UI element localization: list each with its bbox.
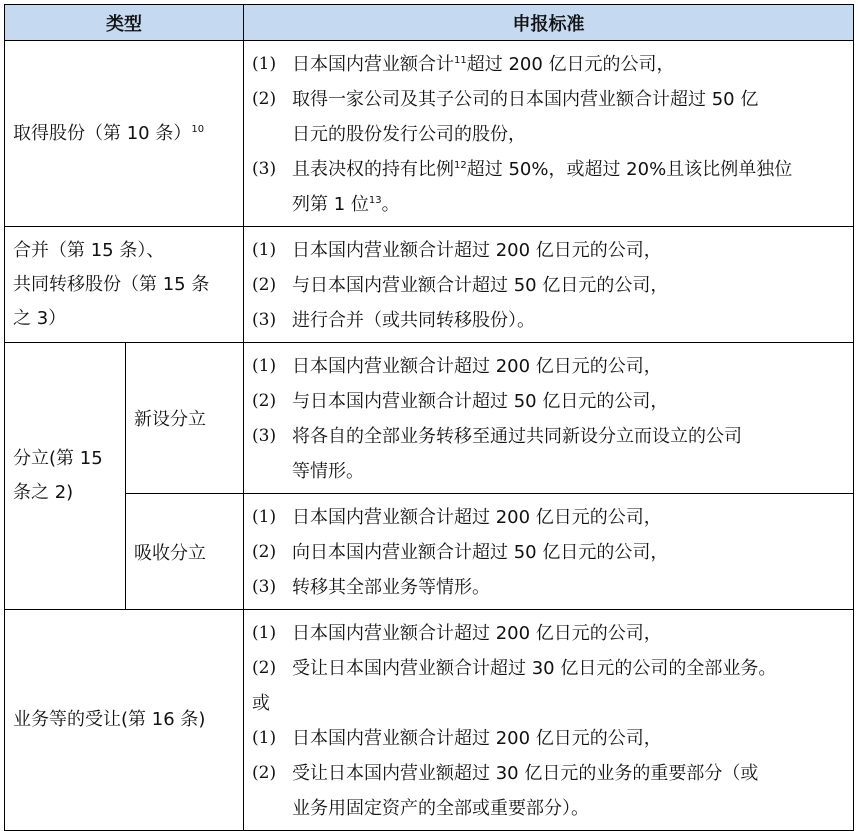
type-label: 条之 2) bbox=[13, 482, 74, 503]
criterion-item bbox=[252, 384, 845, 419]
item-text: 受让日本国内营业额超过 30 亿日元的业务的重要部分（或 bbox=[292, 763, 759, 784]
header-type: 类型 bbox=[5, 5, 244, 41]
criterion-item bbox=[252, 152, 845, 187]
item-number: (2) bbox=[252, 542, 277, 562]
table-header-row bbox=[5, 5, 854, 41]
criterion-item bbox=[252, 756, 845, 791]
item-text: 与日本国内营业额合计超过 50 亿日元的公司， bbox=[292, 275, 669, 296]
item-text: 转移其全部业务等情形。 bbox=[292, 577, 490, 598]
item-number: (3) bbox=[252, 310, 277, 330]
footnote-ref: 13 bbox=[368, 195, 382, 206]
item-number: (2) bbox=[252, 658, 277, 678]
item-text: 日本国内营业额合计超过 200 亿日元的公司， bbox=[292, 507, 662, 528]
type-label: 合并（第 15 条）、 bbox=[13, 239, 165, 261]
item-text: 且表决权的持有比例 bbox=[292, 159, 454, 180]
or-separator: 或 bbox=[252, 693, 270, 714]
type-label: 分立(第 15 bbox=[13, 448, 103, 469]
item-text: 将各自的全部业务转移至通过共同新设分立而设立的公司 bbox=[292, 426, 742, 447]
item-number: (1) bbox=[252, 507, 277, 527]
item-text: 与日本国内营业额合计超过 50 亿日元的公司， bbox=[292, 391, 669, 412]
item-text: 超过 200 亿日元的公司， bbox=[466, 54, 675, 75]
subtype-label: 新设分立 bbox=[126, 343, 244, 494]
item-text: 进行合并（或共同转移股份）。 bbox=[292, 310, 535, 331]
item-text: 。 bbox=[381, 194, 400, 215]
criterion-item bbox=[252, 570, 845, 605]
item-text-continued: 业务用固定资产的全部或重要部分）。 bbox=[292, 798, 589, 819]
table-row bbox=[5, 494, 854, 610]
criteria-cell bbox=[244, 343, 854, 494]
type-label: 之 3） bbox=[13, 307, 67, 329]
criteria-cell bbox=[244, 227, 854, 343]
subtype-label: 吸收分立 bbox=[126, 494, 244, 610]
item-text: 日本国内营业额合计超过 200 亿日元的公司， bbox=[292, 623, 662, 644]
footnote-ref: 11 bbox=[454, 55, 467, 66]
type-cell-share-acquisition bbox=[5, 41, 244, 227]
item-text: 受让日本国内营业额合计超过 30 亿日元的公司的全部业务。 bbox=[292, 658, 777, 679]
criterion-item bbox=[252, 535, 845, 570]
item-number: (1) bbox=[252, 240, 277, 260]
criterion-item bbox=[252, 82, 845, 117]
type-label: 业务等的受让(第 16 条) bbox=[13, 709, 206, 730]
criterion-item bbox=[252, 616, 845, 651]
item-text-continued: 等情形。 bbox=[292, 461, 364, 482]
footnote-ref: 10 bbox=[191, 123, 205, 135]
criterion-item bbox=[252, 349, 845, 384]
item-number: (2) bbox=[252, 391, 277, 411]
item-number: (1) bbox=[252, 356, 277, 376]
criterion-item bbox=[252, 233, 845, 268]
item-number: (3) bbox=[252, 159, 277, 179]
item-text-continued: 日元的股份发行公司的股份， bbox=[292, 124, 526, 145]
item-number: (3) bbox=[252, 426, 277, 446]
criterion-item bbox=[252, 500, 845, 535]
filing-criteria-table bbox=[4, 4, 854, 831]
item-text: 向日本国内营业额合计超过 50 亿日元的公司， bbox=[292, 542, 669, 563]
item-text: 日本国内营业额合计超过 200 亿日元的公司， bbox=[292, 728, 662, 749]
criteria-cell bbox=[244, 610, 854, 831]
table-row bbox=[5, 41, 854, 227]
type-label: 共同转移股份（第 15 条 bbox=[13, 273, 210, 295]
item-number: (3) bbox=[252, 577, 277, 597]
type-label: 取得股份（第 10 条） bbox=[13, 122, 192, 144]
item-number: (1) bbox=[252, 623, 277, 643]
table-row bbox=[5, 610, 854, 831]
criterion-item bbox=[252, 651, 845, 686]
criterion-item bbox=[252, 419, 845, 454]
item-number: (1) bbox=[252, 54, 277, 74]
criterion-item bbox=[252, 721, 845, 756]
footnote-ref: 12 bbox=[454, 160, 467, 171]
table-row bbox=[5, 343, 854, 494]
type-cell-business-transfer bbox=[5, 610, 244, 831]
item-number: (1) bbox=[252, 728, 277, 748]
criterion-item bbox=[252, 268, 845, 303]
header-criteria: 申报标准 bbox=[244, 5, 854, 41]
table-row bbox=[5, 227, 854, 343]
criteria-cell bbox=[244, 41, 854, 227]
criterion-item bbox=[252, 47, 845, 82]
item-text: 取得一家公司及其子公司的日本国内营业额合计超过 50 亿 bbox=[292, 89, 759, 110]
criteria-cell bbox=[244, 494, 854, 610]
item-text: 日本国内营业额合计 bbox=[292, 54, 454, 75]
criterion-item bbox=[252, 303, 845, 338]
item-text: 日本国内营业额合计超过 200 亿日元的公司， bbox=[292, 240, 662, 261]
item-text: 列第 1 位 bbox=[292, 194, 369, 215]
item-number: (2) bbox=[252, 89, 277, 109]
type-cell-merger bbox=[5, 227, 244, 343]
type-cell-split bbox=[5, 343, 126, 610]
item-number: (2) bbox=[252, 763, 277, 783]
item-text-continued bbox=[252, 187, 845, 222]
item-text: 超过 50%，或超过 20%且该比例单独位 bbox=[466, 159, 793, 180]
item-text: 日本国内营业额合计超过 200 亿日元的公司， bbox=[292, 356, 662, 377]
item-number: (2) bbox=[252, 275, 277, 295]
